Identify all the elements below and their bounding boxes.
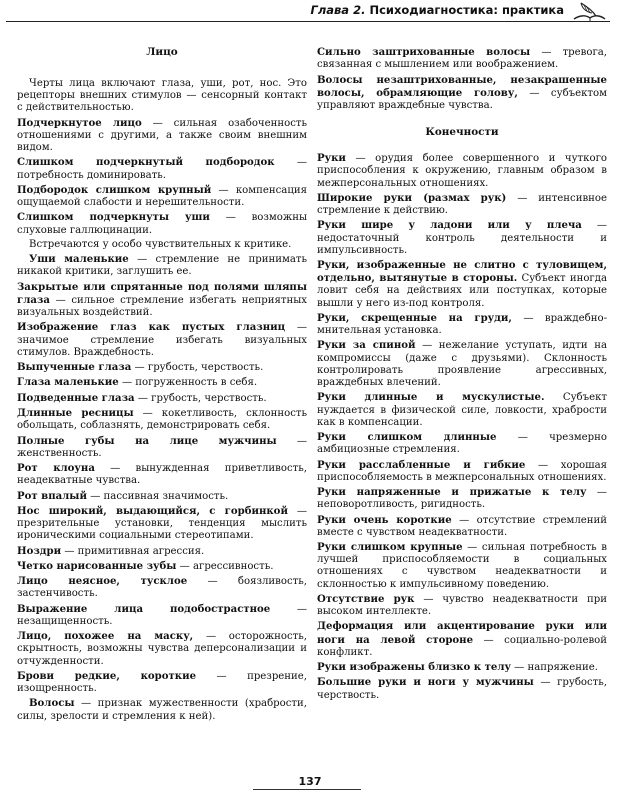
entry-paragraph <box>317 74 607 113</box>
left-column <box>17 46 307 725</box>
entry-term: Руки за спиной <box>317 339 416 352</box>
entry-term: Рот впалый <box>17 489 87 502</box>
entry-description: Субъект нуждается в физической силе, ловкости, храбрости как в компенсации. <box>317 392 608 428</box>
entry-term: Слишком подчеркнуты уши <box>17 211 210 224</box>
entry-description: — интенсивное стремление к действию. <box>317 192 607 217</box>
entry-term: Волосы незаштрихованные, незакрашенные волосы, обрамляющие голову, <box>317 73 607 99</box>
entry-paragraph <box>17 697 307 722</box>
entry-term: Уши маленькие <box>29 253 129 266</box>
entry-paragraph <box>317 486 607 511</box>
entry-description: — кокетливость, склонность обольщать, соблазнять, демонстрировать себя. <box>17 408 308 432</box>
entry-term: Руки <box>317 152 346 165</box>
entry-paragraph <box>17 281 307 320</box>
entry-description: — возможны слуховые галлюцинации. <box>17 212 307 236</box>
section-title-face: Лицо <box>146 46 178 58</box>
entry-description: — презрение, изощренность. <box>17 670 307 694</box>
entry-term: Подбородок слишком крупный <box>17 183 212 196</box>
entry-paragraph <box>17 435 307 460</box>
entry-term: Деформация или акцентирование руки или ноги на левой стороне <box>317 620 607 646</box>
chapter-label: Глава 2. <box>310 3 366 17</box>
entry-term: Сильно заштрихованные волосы <box>317 46 531 58</box>
entry-description: — орудия более совершенного и чуткого приспособления к окружению, главным образом в межперсональных отношениях. <box>317 153 607 189</box>
entry-description: — стремление не принимать никакой критики, заглушить ее. <box>17 254 307 278</box>
entry-paragraph <box>317 192 607 217</box>
entry-term: Закрытые или спрятанные под полями шляпы глаза <box>17 280 307 306</box>
entry-term: Руки слишком крупные <box>317 541 463 554</box>
header-rule <box>6 21 610 22</box>
entry-paragraph <box>317 391 607 429</box>
entry-paragraph <box>317 593 607 618</box>
entry-paragraph <box>317 312 607 337</box>
entry-paragraph <box>317 541 607 591</box>
entry-description: — недостаточный контроль деятельности и импульсивность. <box>317 220 607 256</box>
entry-term: Отсутствие рук <box>317 592 415 605</box>
entry-description: — вынужденная приветливость, неадекватные чувства. <box>17 463 307 487</box>
page-header <box>0 0 620 22</box>
entry-paragraph <box>317 459 607 484</box>
entry-paragraph <box>317 620 607 659</box>
entry-term: Руки расслабленные и гибкие <box>317 458 526 471</box>
entry-description: — социально-ролевой конфликт. <box>317 634 607 658</box>
entry-term: Руки изображены близко к телу <box>317 661 511 674</box>
entry-term: Лицо неясное, тусклое <box>17 575 188 588</box>
entry-paragraph <box>17 407 307 432</box>
page-footer <box>0 770 620 789</box>
entry-term: Руки шире у ладони или у плеча <box>317 219 582 232</box>
note-paragraph: Встречаются у особо чувствительных к критике. <box>29 238 292 250</box>
entry-paragraph <box>17 575 307 600</box>
entry-description: — пассивная значимость. <box>86 490 229 502</box>
entry-term: Брови редкие, короткие <box>17 669 197 682</box>
entry-term: Выражение лица подобострастное <box>17 602 271 615</box>
entry-description: — грубость, черствость. <box>134 392 267 404</box>
entry-description: — презрительные установки, тенденция мыслить ироническими социальными стереотипами. <box>17 505 307 542</box>
entry-term: Руки слишком длинные <box>317 431 497 444</box>
footer-rule <box>253 789 361 790</box>
intro-paragraph: Черты лица включают глаза, уши, рот, нос. Это рецепторы внешних стимулов — сенсорный контакт с действительностью. <box>17 78 307 114</box>
entry-term: Руки очень короткие <box>317 513 452 526</box>
entry-term: Руки длинные и мускулистые. <box>317 391 545 404</box>
entry-paragraph <box>17 505 307 543</box>
entry-paragraph <box>17 361 307 374</box>
entry-paragraph <box>17 211 307 236</box>
entry-paragraph <box>317 339 607 389</box>
entry-paragraph <box>317 431 607 456</box>
entry-description: — агрессивность. <box>176 560 274 572</box>
entry-paragraph <box>17 184 307 209</box>
entry-paragraph <box>17 321 307 359</box>
entry-paragraph <box>317 676 607 701</box>
entry-description: — чрезмерно амбициозные стремления. <box>317 432 607 456</box>
entry-paragraph <box>17 630 307 668</box>
entry-paragraph <box>317 661 607 674</box>
entry-description: — потребность доминировать. <box>17 157 308 181</box>
entry-paragraph <box>17 560 307 573</box>
entry-description: — субъектом управляют враждебные чувства. <box>317 87 607 111</box>
page-number: 137 <box>298 775 322 788</box>
entry-description: — незащищенность. <box>17 603 307 627</box>
entry-term: Подведенные глаза <box>17 391 135 404</box>
entry-description: — компенсация ощущаемой слабости и нерешительности. <box>17 184 307 209</box>
entry-description: — чувство неадекватности при высоком интеллекте. <box>317 593 607 618</box>
entry-description: — враждебно-мнительная установка. <box>317 312 607 337</box>
entry-description: — напряжение. <box>510 662 598 674</box>
chapter-title: Психодиагностика: практика <box>369 3 564 17</box>
entry-description: Субъект иногда ловит себя на действиях или поступках, которые вышли у него из-под контроля. <box>317 273 607 309</box>
entry-term: Руки, изображенные не слитно с туловищем, отдельно, вытянутые в стороны. <box>317 259 607 285</box>
entry-description: — тревога, связанная с мышлением или воображением. <box>317 47 608 71</box>
entry-paragraph <box>17 545 307 558</box>
running-head <box>311 3 564 17</box>
right-column <box>317 46 607 704</box>
entry-term: Четко нарисованные зубы <box>17 559 177 572</box>
entry-term: Подчеркнутое лицо <box>17 116 142 129</box>
entry-description: — грубость, черствость. <box>317 677 608 701</box>
entry-description: — сильная озабоченность отношениями с другими, а также своим внешним видом. <box>17 117 307 154</box>
entry-term: Выпученные глаза <box>17 361 132 374</box>
entry-paragraph <box>317 46 607 71</box>
entry-paragraph <box>17 490 307 503</box>
entry-term: Лицо, похожее на маску, <box>17 630 194 643</box>
entry-paragraph <box>17 670 307 695</box>
entry-term: Волосы <box>29 697 75 710</box>
entry-term: Нос широкий, выдающийся, с горбинкой <box>17 504 288 517</box>
entry-paragraph <box>17 156 307 181</box>
entry-paragraph <box>17 117 307 155</box>
entry-paragraph <box>17 603 307 628</box>
entry-term: Слишком подчеркнутый подбородок <box>17 156 275 169</box>
entry-paragraph <box>17 253 307 278</box>
entry-description: — хорошая приспособляемость в межперсональных отношениях. <box>317 459 607 483</box>
entry-description: — неповоротливость, ригидность. <box>317 487 607 511</box>
entry-term: Изображение глаз как пустых глазниц <box>17 321 286 334</box>
entry-term: Руки напряженные и прижатые к телу <box>317 486 587 499</box>
entry-paragraph <box>17 462 307 487</box>
entry-term: Широкие руки (размах рук) <box>317 191 507 204</box>
entry-description: — женственность. <box>17 435 307 459</box>
entry-term: Ноздри <box>17 544 62 557</box>
entry-description: — нежелание уступать, идти на компромиссы (даже с друзьями). Склонность контролировать проявление агрессивных, враждебных влечений. <box>317 340 607 389</box>
entry-description: — значимое стремление избегать визуальных стимулов. Враждебность. <box>17 322 308 358</box>
entry-paragraph <box>17 392 307 405</box>
entry-term: Большие руки и ноги у мужчины <box>317 676 534 689</box>
entry-description: — примитивная агрессия. <box>61 545 205 557</box>
entry-paragraph <box>317 514 607 539</box>
entry-description: — отсутствие стремлений вместе с чувством неадекватности. <box>317 514 607 538</box>
entry-paragraph <box>17 376 307 389</box>
entry-paragraph <box>317 219 607 257</box>
entry-term: Глаза маленькие <box>17 376 119 389</box>
entry-term: Руки, скрещенные на груди, <box>317 311 512 324</box>
entry-description: — погруженность в себя. <box>118 377 258 389</box>
entry-paragraph <box>317 152 607 190</box>
entry-description: — признак мужественности (храбрости, силы, зрелости и стремления к ней). <box>17 698 307 722</box>
entry-description: — сильное стремление избегать неприятных визуальных воздействий. <box>17 294 307 319</box>
entry-description: — грубость, черствость. <box>131 362 264 374</box>
entry-description: — боязливость, застенчивость. <box>17 576 307 600</box>
entry-description: — сильная потребность в лучшей приспособляемости в социальных отношениях с чувством неадекватности и склонностью к импульсивному поведению. <box>317 542 607 590</box>
entry-term: Длинные ресницы <box>17 407 134 419</box>
entry-description: — осторожность, скрытность, возможны чувства деперсонализации и отчужденности. <box>17 631 308 667</box>
entry-term: Рот клоуна <box>17 462 95 474</box>
entry-term: Полные губы на лице мужчины <box>17 434 277 447</box>
section-title-limbs: Конечности <box>425 126 499 139</box>
entry-paragraph <box>317 259 607 310</box>
